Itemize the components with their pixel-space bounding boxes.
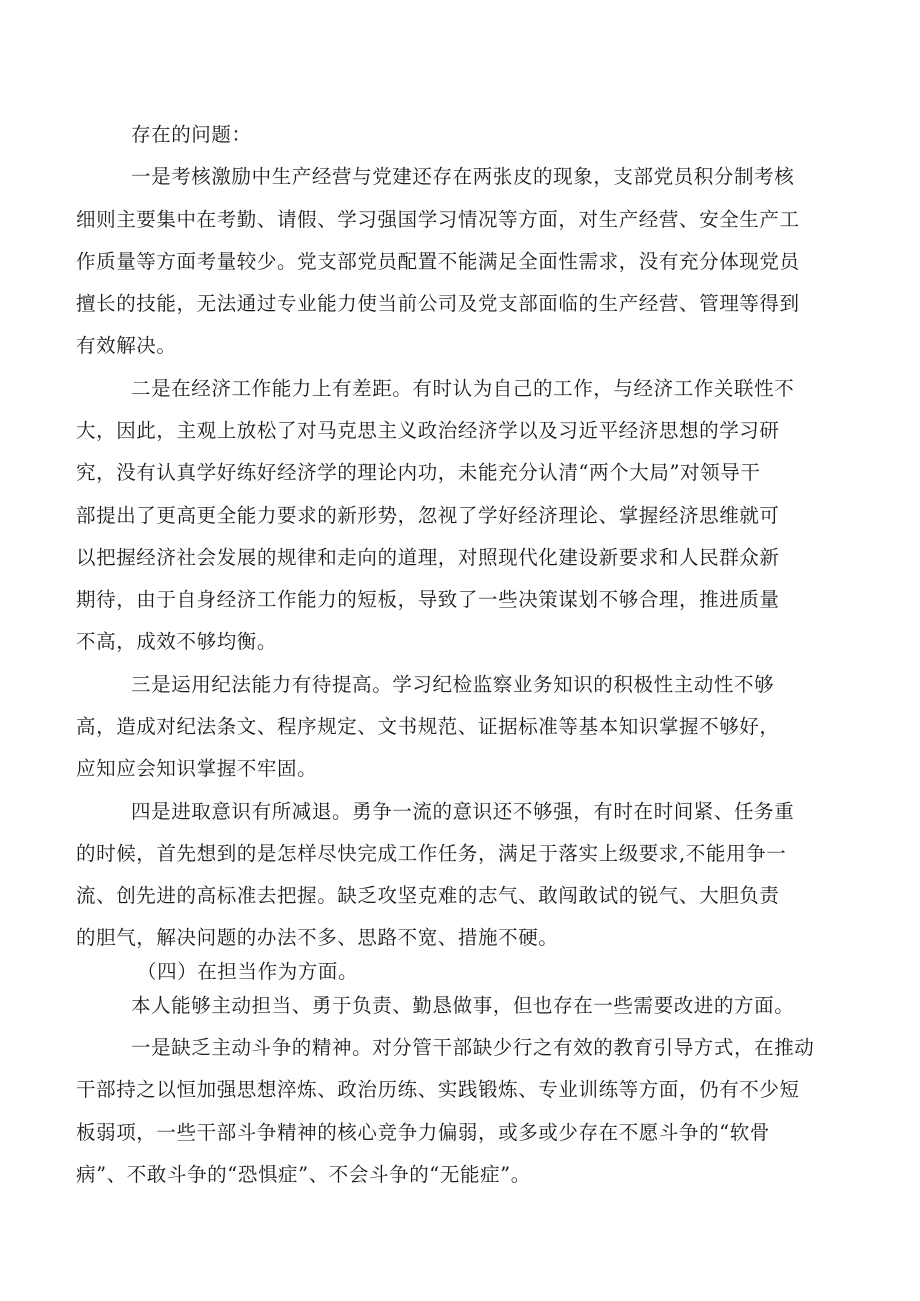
paragraph-1-line-3: 作质量等方面考量较少。党支部党员配置不能满足全面性需求，没有充分体现党员 (76, 250, 800, 273)
paragraph-4-line-4: 的胆气，解决问题的办法不多、思路不宽、措施不硬。 (76, 926, 559, 949)
paragraph-4-line-1: 四是进取意识有所减退。勇争一流的意识还不够强，有时在时间紧、任务重 (131, 800, 795, 823)
paragraph-1-line-4: 擅长的技能，无法通过专业能力使当前公司及党支部面临的生产经营、管理等得到 (76, 292, 800, 315)
paragraph-6-line-2: 干部持之以恒加强思想淬炼、政治历练、实践锻炼、专业训练等方面，仍有不少短 (76, 1078, 800, 1101)
paragraph-2-line-2: 大，因此，主观上放松了对马克思主义政治经济学以及习近平经济思想的学习研 (76, 419, 780, 442)
paragraph-2-line-4: 部提出了更高更全能力要求的新形势，忽视了学好经济理论、掌握经济思维就可 (76, 504, 780, 527)
paragraph-2-line-7: 不高，成效不够均衡。 (76, 630, 278, 653)
paragraph-1-line-2: 细则主要集中在考勤、请假、学习强国学习情况等方面，对生产经营、安全生产工 (76, 208, 800, 231)
paragraph-3-line-3: 应知应会知识掌握不牢固。 (76, 757, 318, 780)
paragraph-2-line-5: 以把握经济社会发展的规律和走向的道理，对照现代化建设新要求和人民群众新 (76, 546, 780, 569)
paragraph-6-line-3: 板弱项，一些干部斗争精神的核心竞争力偏弱，或多或少存在不愿斗争的“软骨 (76, 1121, 770, 1144)
paragraph-1-line-1: 一是考核激励中生产经营与党建还存在两张皮的现象，支部党员积分制考核 (131, 165, 795, 188)
paragraph-3-line-2: 高，造成对纪法条文、程序规定、文书规范、证据标准等基本知识掌握不够好， (76, 715, 780, 738)
paragraph-2-line-6: 期待，由于自身经济工作能力的短板，导致了一些决策谋划不够合理，推进质量 (76, 588, 780, 611)
paragraph-2-line-3: 究，没有认真学好练好经济学的理论内功，未能充分认清“两个大局”对领导干 (76, 461, 761, 484)
paragraph-6-line-1: 一是缺乏主动斗争的精神。对分管干部缺少行之有效的教育引导方式，在推动 (131, 1036, 815, 1059)
paragraph-5-line-1: 本人能够主动担当、勇于负责、勤恳做事，但也存在一些需要改进的方面。 (131, 994, 795, 1017)
paragraph-4-line-2: 的时候，首先想到的是怎样尽快完成工作任务，满足于落实上级要求,不能用争一 (76, 842, 787, 865)
paragraph-1-line-5: 有效解决。 (76, 334, 177, 357)
section-4-heading: （四）在担当作为方面。 (137, 960, 359, 983)
paragraph-6-line-4: 病”、不敢斗争的“恐惧症”、不会斗争的“无能症”。 (76, 1163, 531, 1186)
paragraph-2-line-1: 二是在经济工作能力上有差距。有时认为自己的工作，与经济工作关联性不 (131, 377, 795, 400)
section-heading: 存在的问题： (131, 123, 252, 146)
paragraph-4-line-3: 流、创先进的高标准去把握。缺乏攻坚克难的志气、敢闯敢试的锐气、大胆负责 (76, 884, 780, 907)
paragraph-3-line-1: 三是运用纪法能力有待提高。学习纪检监察业务知识的积极性主动性不够 (131, 673, 775, 696)
